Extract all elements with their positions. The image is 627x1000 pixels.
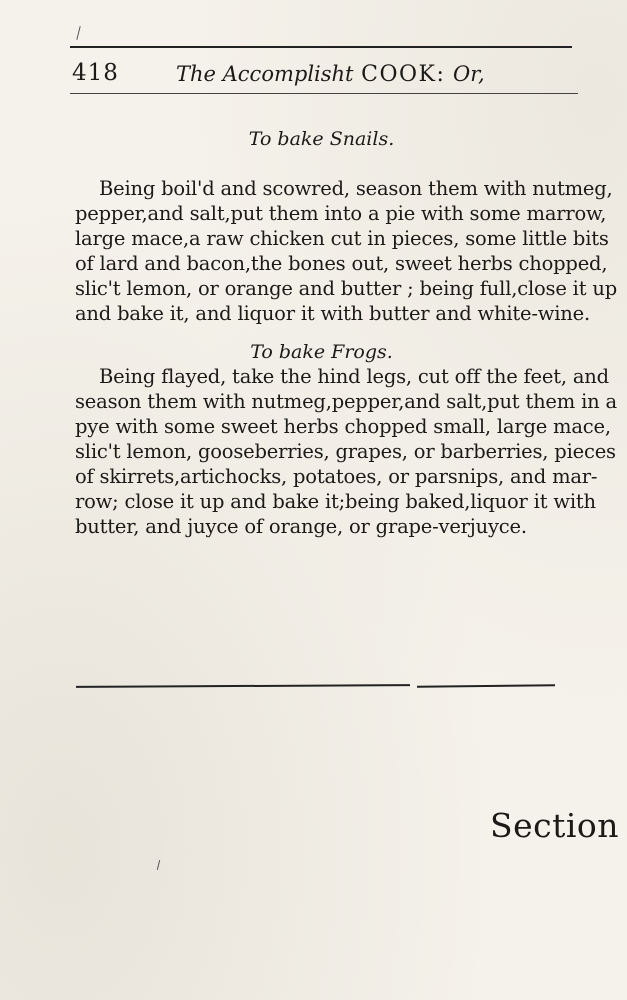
text-line: slic't lemon, gooseberries, grapes, or barberries, pieces — [75, 440, 616, 463]
text-line: Being flayed, take the hind legs, cut off the feet, and — [99, 365, 609, 388]
end-rule-right — [417, 684, 555, 687]
page-number: 418 — [72, 60, 119, 86]
text-line: pepper,and salt,put them into a pie with some marrow, — [75, 202, 607, 225]
running-head-italic: The Accomplisht — [176, 62, 354, 86]
page-header — [72, 56, 572, 90]
header-rule — [70, 93, 578, 94]
paragraph-frogs — [75, 364, 617, 539]
margin-mark — [76, 26, 80, 40]
text-line: Being boil'd and scowred, season them with nutmeg, — [99, 177, 613, 200]
text-line: large mace,a raw chicken cut in pieces, some little bits — [75, 227, 609, 250]
running-head — [176, 56, 485, 92]
text-line: season them with nutmeg,pepper,and salt,put them in a — [75, 390, 617, 413]
text-line: of lard and bacon,the bones out, sweet herbs chopped, — [75, 252, 608, 275]
text-line: row; close it up and bake it;being baked,liquor it with — [75, 490, 596, 513]
section-heading-frogs: To bake Frogs. — [250, 341, 393, 363]
top-rule — [70, 46, 572, 48]
running-head-tail: Or, — [453, 62, 485, 86]
text-line: of skirrets,artichocks, potatoes, or parsnips, and mar- — [75, 465, 598, 488]
text-line: butter, and juyce of orange, or grape-verjuyce. — [75, 515, 527, 538]
running-head-caps: COOK: — [361, 62, 446, 87]
text-line: and bake it, and liquor it with butter and white-wine. — [75, 302, 590, 325]
section-heading-snails: To bake Snails. — [248, 128, 395, 150]
text-line: pye with some sweet herbs chopped small, large mace, — [75, 415, 611, 438]
text-line: slic't lemon, or orange and butter ; being full,close it up — [75, 277, 617, 300]
margin-mark — [157, 860, 160, 870]
catchword: Section — [490, 806, 620, 845]
end-rule-left — [76, 684, 410, 688]
paragraph-snails — [75, 176, 617, 326]
